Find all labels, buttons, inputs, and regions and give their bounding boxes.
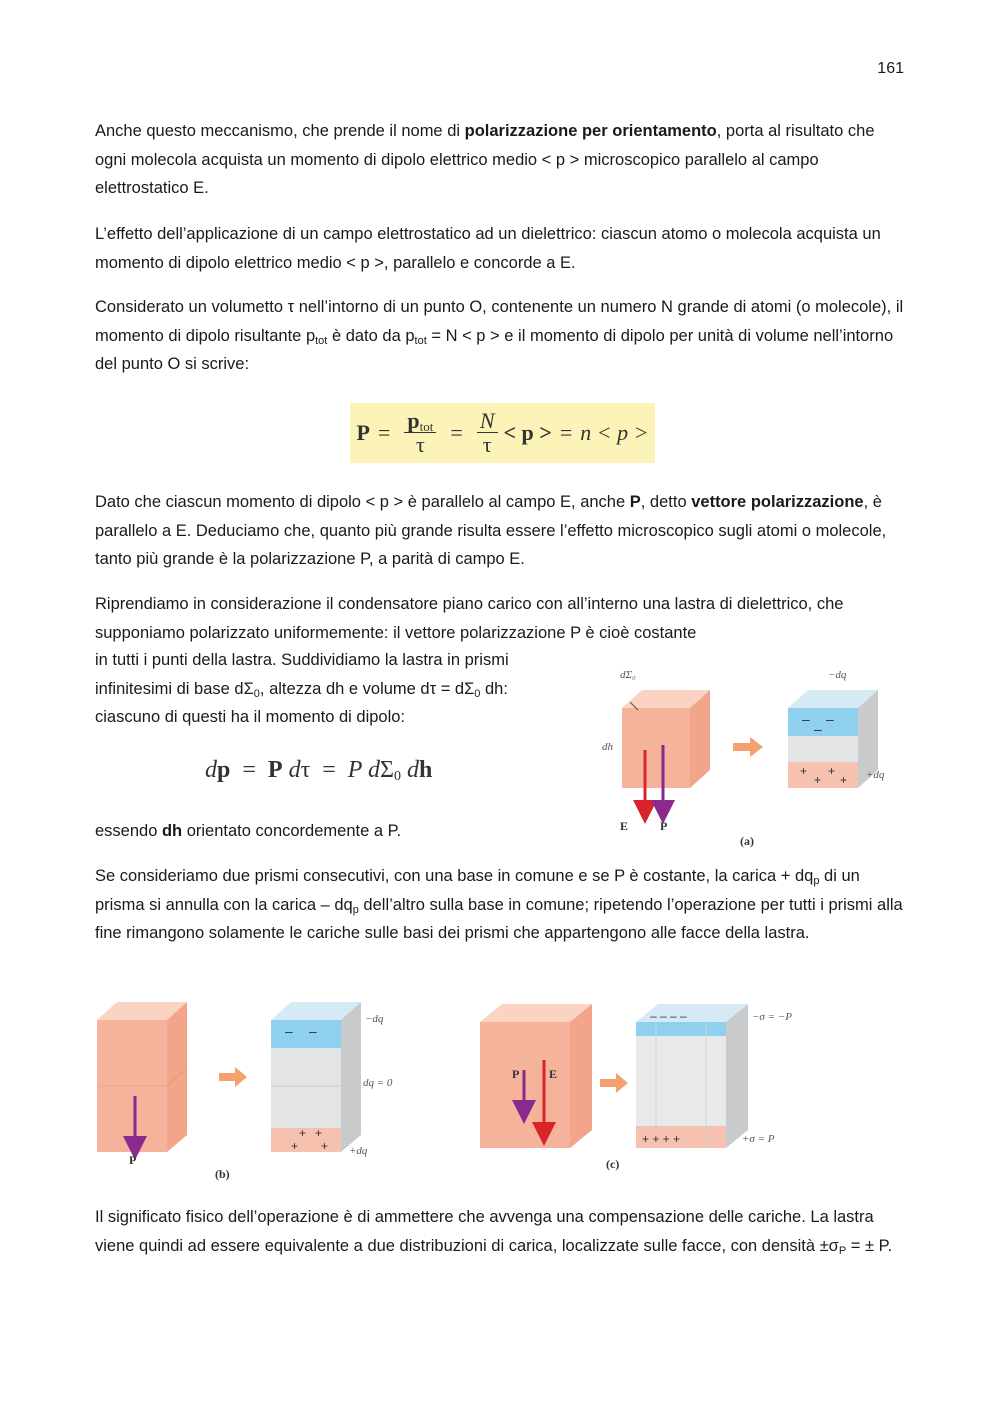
svg-text:– – – –: – – – – [650,1009,687,1023]
paragraph-4: Dato che ciascun momento di dipolo < p > è parallelo al campo E, anche P, detto vettore polarizzazione, è parallelo a E. Deduciamo che, quanto più grande risulta essere l’effetto microscopico sugli atomi o molecole, tanto più grande è la polarizzazione P, a parità di campo E. [95,493,887,568]
label-plus-dq: +dq [866,769,885,781]
svg-text:–: – [802,711,810,727]
label-p: P [129,1153,137,1167]
paragraph-6: essendo dh orientato concordemente a P. [95,822,402,840]
svg-text:–: – [826,711,834,727]
figure-a [590,650,910,850]
figure-c [478,1000,823,1180]
right-arrow-icon [600,1073,628,1093]
right-arrow-icon [733,737,763,757]
bold-term: polarizzazione per orientamento [464,122,717,140]
svg-text:+: + [315,1126,323,1140]
svg-text:+: + [800,764,808,778]
pink-stacked-prisms [97,1002,187,1152]
svg-text:+: + [840,773,848,787]
label-plus-sigma: +σ = P [742,1133,775,1145]
figure-b [95,1000,425,1185]
right-arrow-icon [219,1067,247,1087]
svg-text:+: + [828,764,836,778]
paragraph-5a: Riprendiamo in considerazione il condensatore piano carico con all’interno una lastra di dielettrico, che supponiamo polarizzato uniformemente: il vettore polarizzazione P è cioè costante [95,595,844,642]
svg-text:–: – [309,1023,317,1039]
label-e: E [549,1067,558,1081]
label-dsigma: dΣ₀ [620,669,636,681]
paragraph-3: Considerato un volumetto τ nell’intorno di un punto O, contenente un numero N grande di atomi (o molecole), il momento di dipolo risultante $p_{tot}$ è dato da $p_{tot} = N < p > e$ il momento di dipolo per unità di volume nell’intorno del punto O si scrive: [95,298,904,373]
paragraph-7: Se consideriamo due prismi consecutivi, con una base in comune e se P è costante, la carica + $dq_p$ di un prisma si annulla con la carica – $dq_p$ dell’altro sulla base in comune; ripetendo l’operazione per tutti i prismi alla fine rimangono solamente le cariche sulle basi dei prismi che appartengono alle facce della lastra. [95,867,903,942]
page-number: 161 [877,60,904,77]
svg-text:+ + + +: + + + + [642,1132,681,1146]
caption-a: (a) [740,834,754,848]
label-p: P [660,819,668,833]
caption-c: (c) [606,1157,620,1171]
polarization-formula: P = $\frac{p_{tot}}{\tau}$ = $\frac{N}{\tau}$ < p > = n < p > [350,403,655,463]
pink-prism [622,690,710,788]
svg-text:–: – [814,721,822,737]
label-minus-sigma: −σ = −P [752,1011,792,1023]
paragraph-5b: in tutti i punti della lastra. Suddividiamo la lastra in prismi [95,651,509,669]
svg-text:+: + [299,1126,307,1140]
label-minus-dq: −dq [365,1013,384,1025]
paragraph-1: Anche questo meccanismo, che prende il nome di polarizzazione per orientamento, porta al risultato che ogni molecola acquista un momento di dipolo elettrico medio < p > microscopico parallelo al campo elettrostatico E. [95,122,875,197]
gray-prism [788,690,878,788]
svg-text:+: + [321,1139,329,1153]
label-dq-zero: dq = 0 [363,1077,393,1089]
label-plus-dq: +dq [349,1145,368,1157]
label-dh: dh [602,741,613,753]
caption-b: (b) [215,1167,230,1181]
label-minus-dq: −dq [828,669,847,681]
svg-text:+: + [814,773,822,787]
dipole-formula: dp = P dτ = P $d\Sigma_0$ dh [205,757,433,784]
paragraph-2: L’effetto dell’applicazione di un campo elettrostatico ad un dielettrico: ciascun atomo o molecola acquista un momento di dipolo elettrico medio < p >, parallelo e concorde a E. [95,225,881,272]
paragraph-5d: ciascuno di questi ha il momento di dipolo: [95,708,406,726]
paragraph-8: Il significato fisico dell’operazione è di ammettere che avvenga una compensazione delle cariche. La lastra viene quindi ad essere equivalente a due distribuzioni di carica, localizzate sulle facce, con densità $\pm\sigma_P$ = ± P. [95,1208,893,1257]
gray-stacked-prisms [271,1002,361,1153]
paragraph-5c: infinitesimi di base $d\Sigma_0$, altezza dh e volume $d\tau = d\Sigma_0$ dh: [95,680,508,700]
label-p: P [512,1067,520,1081]
svg-text:–: – [285,1023,293,1039]
svg-text:+: + [291,1139,299,1153]
label-e: E [620,819,629,833]
pink-slab [480,1004,592,1148]
gray-slab [636,1004,748,1148]
